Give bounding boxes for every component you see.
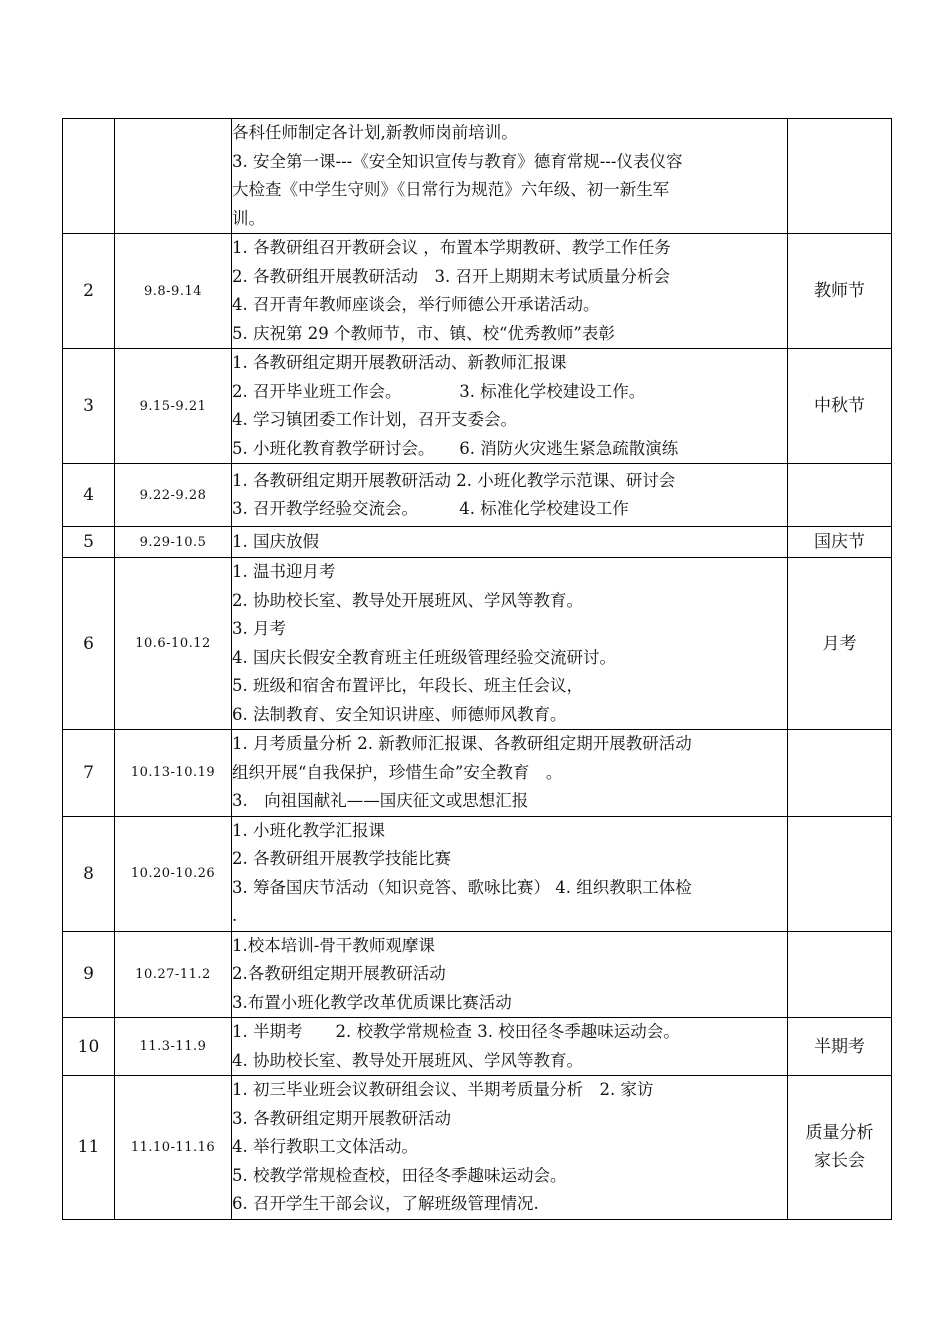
week-number-cell	[63, 119, 115, 234]
content-line: 1. 月考质量分析 2. 新教师汇报课、各教研组定期开展教研活动	[232, 734, 692, 753]
week-number-cell: 6	[63, 558, 115, 730]
remark-cell	[788, 558, 892, 730]
weekly-schedule-table	[62, 118, 892, 1220]
date-range-cell: 11.10-11.16	[115, 1076, 232, 1220]
content-line: 大检查《中学生守则》《日常行为规范》六年级、初一新生军	[232, 180, 670, 199]
work-content-cell	[232, 464, 788, 527]
date-range-cell	[115, 119, 232, 234]
table-row	[63, 349, 892, 464]
remark-cell	[788, 234, 892, 349]
content-line: 5. 小班化教育教学研讨会。 6. 消防火灾逃生紧急疏散演练	[232, 438, 679, 458]
content-line: 2.各教研组定期开展教研活动	[232, 964, 446, 983]
table-row	[63, 1076, 892, 1220]
table-row	[63, 119, 892, 234]
content-line: 3. 各教研组定期开展教研活动	[232, 1108, 451, 1128]
content-line: 3. 月考	[232, 619, 286, 638]
content-line: 6. 法制教育、安全知识讲座、师德师风教育。	[232, 704, 567, 724]
work-content-cell	[232, 119, 788, 234]
content-line: 5. 校教学常规检查校，田径冬季趣味运动会。	[232, 1165, 567, 1185]
content-line: 1. 各教研组定期开展教研活动、新教师汇报课	[232, 353, 567, 372]
content-line: 3. 筹备国庆节活动（知识竞答、歌咏比赛） 4. 组织教职工体检	[232, 877, 692, 897]
content-line: .	[232, 906, 238, 925]
content-line: 1. 小班化教学汇报课	[232, 820, 385, 840]
content-line: 1.校本培训-骨干教师观摩课	[232, 935, 435, 955]
content-line: 4. 召开青年教师座谈会，举行师德公开承诺活动。	[232, 295, 600, 314]
content-line: 训。	[232, 208, 265, 228]
date-range-cell: 10.13-10.19	[115, 730, 232, 817]
content-line: 4. 举行教职工文体活动。	[232, 1137, 418, 1156]
remark-cell	[788, 816, 892, 931]
remark-cell	[788, 119, 892, 234]
content-line: 1. 初三毕业班会议教研组会议、半期考质量分析 2. 家访	[232, 1080, 654, 1099]
week-number-cell: 4	[63, 464, 115, 527]
date-range-cell: 9.8-9.14	[115, 234, 232, 349]
week-number-cell: 2	[63, 234, 115, 349]
table-row	[63, 527, 892, 558]
week-number-cell: 3	[63, 349, 115, 464]
work-content-cell	[232, 349, 788, 464]
content-line: 各科任师制定各计划,新教师岗前培训。	[232, 123, 518, 142]
week-number-cell: 11	[63, 1076, 115, 1220]
content-line: 1. 半期考 2. 校教学常规检查 3. 校田径冬季趣味运动会。	[232, 1022, 680, 1041]
remark-text: 教师节	[814, 281, 865, 301]
work-content-cell	[232, 1076, 788, 1220]
table-row	[63, 464, 892, 527]
remark-cell	[788, 464, 892, 527]
content-line: 3. 向祖国献礼——国庆征文或思想汇报	[232, 791, 529, 810]
date-range-cell: 9.22-9.28	[115, 464, 232, 527]
schedule-body	[63, 119, 892, 1220]
content-line: 4. 学习镇团委工作计划，召开支委会。	[232, 410, 517, 429]
work-content-cell	[232, 558, 788, 730]
work-content-cell	[232, 931, 788, 1018]
date-range-cell: 11.3-11.9	[115, 1018, 232, 1076]
date-range-cell: 9.29-10.5	[115, 527, 232, 558]
remark-text: 家长会	[814, 1151, 865, 1172]
table-row	[63, 1018, 892, 1076]
content-line: 1. 各教研组召开教研会议 ，布置本学期教研、教学工作任务	[232, 238, 671, 257]
remark-text: 质量分析	[805, 1123, 874, 1144]
work-content-cell	[232, 816, 788, 931]
week-number-cell: 7	[63, 730, 115, 817]
table-row	[63, 730, 892, 817]
remark-cell	[788, 1018, 892, 1076]
content-line: 3.布置小班化教学改革优质课比赛活动	[232, 992, 512, 1012]
date-range-cell: 10.20-10.26	[115, 816, 232, 931]
table-row	[63, 816, 892, 931]
date-range-cell: 9.15-9.21	[115, 349, 232, 464]
content-line: 2. 各教研组开展教学技能比赛	[232, 849, 451, 868]
work-content-cell	[232, 234, 788, 349]
remark-cell	[788, 349, 892, 464]
remark-text: 月考	[822, 633, 857, 654]
remark-text: 国庆节	[814, 532, 865, 552]
week-number-cell: 9	[63, 931, 115, 1018]
remark-cell	[788, 1076, 892, 1220]
content-line: 1. 各教研组定期开展教研活动 2. 小班化教学示范课、研讨会	[232, 470, 676, 490]
date-range-cell: 10.27-11.2	[115, 931, 232, 1018]
content-line: 5. 班级和宿舍布置评比，年段长、班主任会议，	[232, 676, 583, 695]
content-line: 2. 召开毕业班工作会。 3. 标准化学校建设工作。	[232, 381, 646, 401]
content-line: 3. 召开教学经验交流会。 4. 标准化学校建设工作	[232, 499, 629, 518]
content-line: 4. 国庆长假安全教育班主任班级管理经验交流研讨。	[232, 647, 616, 667]
remark-cell	[788, 730, 892, 817]
week-number-cell: 5	[63, 527, 115, 558]
remark-cell	[788, 931, 892, 1018]
week-number-cell: 10	[63, 1018, 115, 1076]
content-line: 1. 温书迎月考	[232, 562, 336, 581]
remark-cell	[788, 527, 892, 558]
table-row	[63, 234, 892, 349]
content-line: 组织开展“自我保护，珍惜生命”安全教育 。	[232, 762, 563, 782]
date-range-cell: 10.6-10.12	[115, 558, 232, 730]
remark-text: 中秋节	[814, 396, 865, 416]
content-line: 4. 协助校长室、教导处开展班风、学风等教育。	[232, 1050, 583, 1070]
content-line: 1. 国庆放假	[232, 531, 319, 551]
work-content-cell	[232, 527, 788, 558]
week-number-cell: 8	[63, 816, 115, 931]
content-line: 6. 召开学生干部会议，了解班级管理情况.	[232, 1194, 539, 1213]
work-content-cell	[232, 730, 788, 817]
remark-text: 半期考	[814, 1036, 865, 1057]
table-row	[63, 558, 892, 730]
content-line: 5. 庆祝第 29 个教师节，市、镇、校“优秀教师”表彰	[232, 323, 615, 343]
content-line: 2. 各教研组开展教研活动 3. 召开上期期末考试质量分析会	[232, 266, 670, 286]
content-line: 2. 协助校长室、教导处开展班风、学风等教育。	[232, 590, 583, 610]
work-content-cell	[232, 1018, 788, 1076]
table-row	[63, 931, 892, 1018]
content-line: 3. 安全第一课---《安全知识宣传与教育》德育常规---仪表仪容	[232, 151, 683, 171]
